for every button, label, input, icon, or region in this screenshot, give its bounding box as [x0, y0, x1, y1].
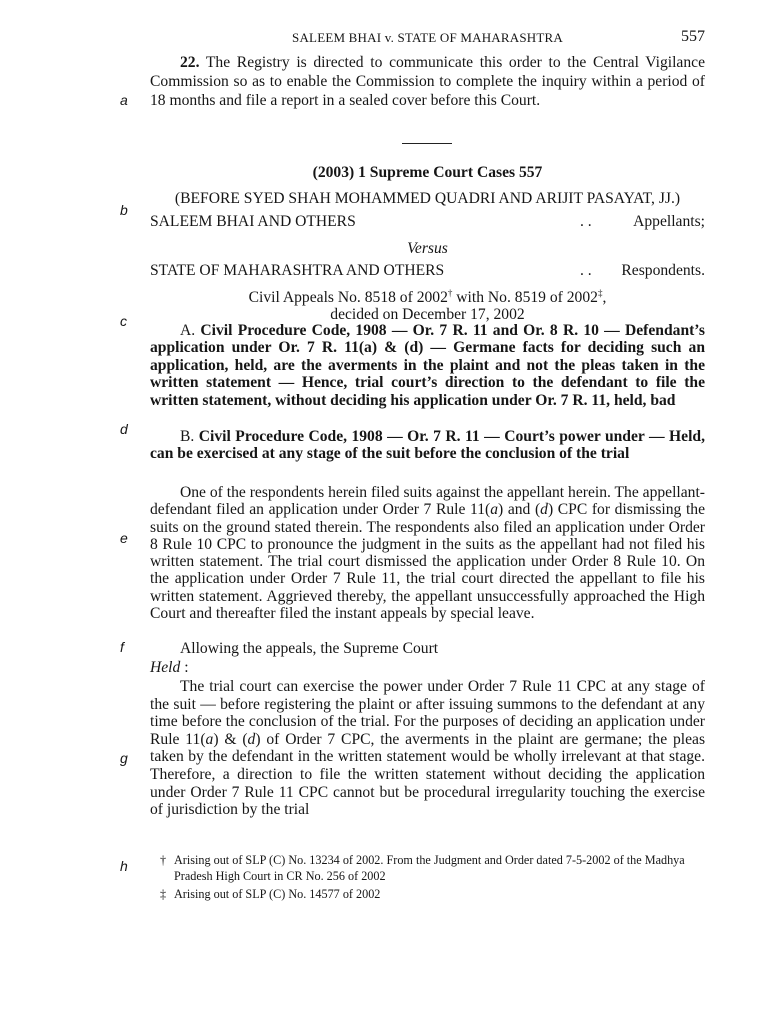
margin-letter-c: c [120, 313, 127, 329]
headnote-b [150, 428, 705, 463]
appeal-number-second: with No. 8519 of 2002 [452, 289, 598, 306]
held-text-1: The trial court can exercise the power under Order 7 Rule 11 CPC at any stage of the suit — before registering the plaint or after issuing summons to the defendant at any time before the conclusion of the trial. For the purposes of deciding an application under Rule 11( [150, 678, 705, 748]
bench: (BEFORE SYED SHAH MOHAMMED QUADRI AND ARIJIT PASAYAT, JJ.) [174, 190, 681, 207]
footnote-1 [160, 852, 708, 884]
appellant-row [150, 213, 705, 233]
running-head: SALEEM BHAI v. STATE OF MAHARASHTRA [292, 30, 563, 45]
margin-letter-h: h [120, 858, 128, 874]
footnotes [160, 852, 708, 902]
held-label [150, 658, 705, 677]
held-clause-d: d [247, 730, 256, 748]
headnote-a-letter: A. [180, 322, 196, 339]
headnote-b-letter: B. [180, 428, 195, 445]
page-header [150, 28, 705, 48]
headnote-a [150, 322, 705, 409]
margin-letter-g: g [120, 750, 128, 766]
margin-letter-b: b [120, 202, 128, 218]
facts-clause-d: d [540, 501, 548, 519]
appellant-dots: . . [580, 213, 592, 230]
held-paragraph [150, 678, 705, 819]
respondent-dots: . . [580, 262, 592, 279]
facts-clause-a: a [490, 501, 499, 519]
facts-text-2: ) and ( [498, 501, 541, 519]
held-text-2: ) & ( [213, 730, 248, 748]
section-divider [402, 143, 452, 144]
appeal-comma: , [602, 289, 607, 306]
allowing-appeals: Allowing the appeals, the Supreme Court [180, 640, 439, 657]
closing-paragraph [150, 53, 705, 111]
case-citation: (2003) 1 Supreme Court Cases 557 [312, 164, 543, 181]
margin-letter-a: a [120, 92, 128, 108]
held-word: Held [150, 659, 181, 676]
margin-letter-e: e [120, 530, 128, 546]
footnote-mark-double-dagger: ‡ [597, 287, 603, 298]
respondent-role: Respondents. [621, 262, 705, 279]
held-text-3: ) of Order 7 CPC, the averments in the plaint are germane; the pleas taken by the defendant in the written statement would be wholly irrelevant at that stage. Therefore, a direction to file the written statement without deciding the application under Order 7 Rule 11 CPC cannot but be procedural irregularity touching the exercise of jurisdiction by the trial [150, 730, 706, 819]
headnote-b-text: Civil Procedure Code, 1908 — Or. 7 R. 11 — Court’s power under — Held, can be exercised at any stage of the suit before the conclusion of the trial [150, 428, 706, 463]
headnote-a-text: Civil Procedure Code, 1908 — Or. 7 R. 11 and Or. 8 R. 10 — Defendant’s application under Or. 7 R. 11(a) & (d) — Germane facts for deciding such an application, held, are the averments in the plaint and not the pleas taken in the written statement — Hence, trial court’s direction to the defendant to file the written statement, without deciding his application under Or. 7 R. 11, held, bad [150, 322, 705, 409]
page-number: 557 [681, 28, 705, 45]
footnote-mark-dagger: † [447, 287, 453, 298]
footnote-2-text: Arising out of SLP (C) No. 14577 of 2002 [174, 887, 381, 901]
appeal-number-text: Civil Appeals No. 8518 of 2002 [248, 289, 448, 306]
facts-text-1: One of the respondents herein filed suits against the appellant herein. The appellant-defendant filed an application under Order 7 Rule 11( [150, 484, 705, 519]
para-text: The Registry is directed to communicate this order to the Central Vigilance Commission so as to enable the Commission to complete the inquiry within a period of 18 months and file a report in a sealed cover before this Court. [150, 54, 705, 110]
respondent-name: STATE OF MAHARASHTRA AND OTHERS [150, 262, 445, 279]
respondent-row [150, 262, 705, 282]
footnote-2-mark: ‡ [160, 887, 167, 901]
margin-letter-f: f [120, 639, 124, 655]
versus: Versus [407, 240, 448, 257]
footnote-1-text: Arising out of SLP (C) No. 13234 of 2002. From the Judgment and Order dated 7-5-2002 of the Madhya Pradesh High Court in CR No. 256 of 2002 [174, 853, 685, 883]
decision-date: decided on December 17, 2002 [330, 306, 525, 323]
para-number: 22. [180, 54, 200, 71]
facts-text-3: ) CPC for dismissing the suits on the ground stated therein. The respondents also filed an application under Order 8 Rule 10 CPC to pronounce the judgment in the suits as the appellant had not filed his written statement. The trial court dismissed the application under Order 8 Rule 10. On the application under Order 7 Rule 11, the trial court directed the appellant to file his written statement. Aggrieved thereby, the appellant unsuccessfully approached the High Court and thereafter filed the instant appeals by special leave. [150, 501, 706, 623]
held-colon: : [180, 659, 189, 676]
footnote-2 [160, 886, 708, 902]
appellant-name: SALEEM BHAI AND OTHERS [150, 213, 356, 230]
footnote-1-mark: † [160, 853, 167, 867]
facts-paragraph [150, 484, 705, 622]
margin-letter-d: d [120, 421, 128, 437]
held-clause-a: a [205, 730, 214, 748]
appellant-role: Appellants; [633, 213, 705, 230]
